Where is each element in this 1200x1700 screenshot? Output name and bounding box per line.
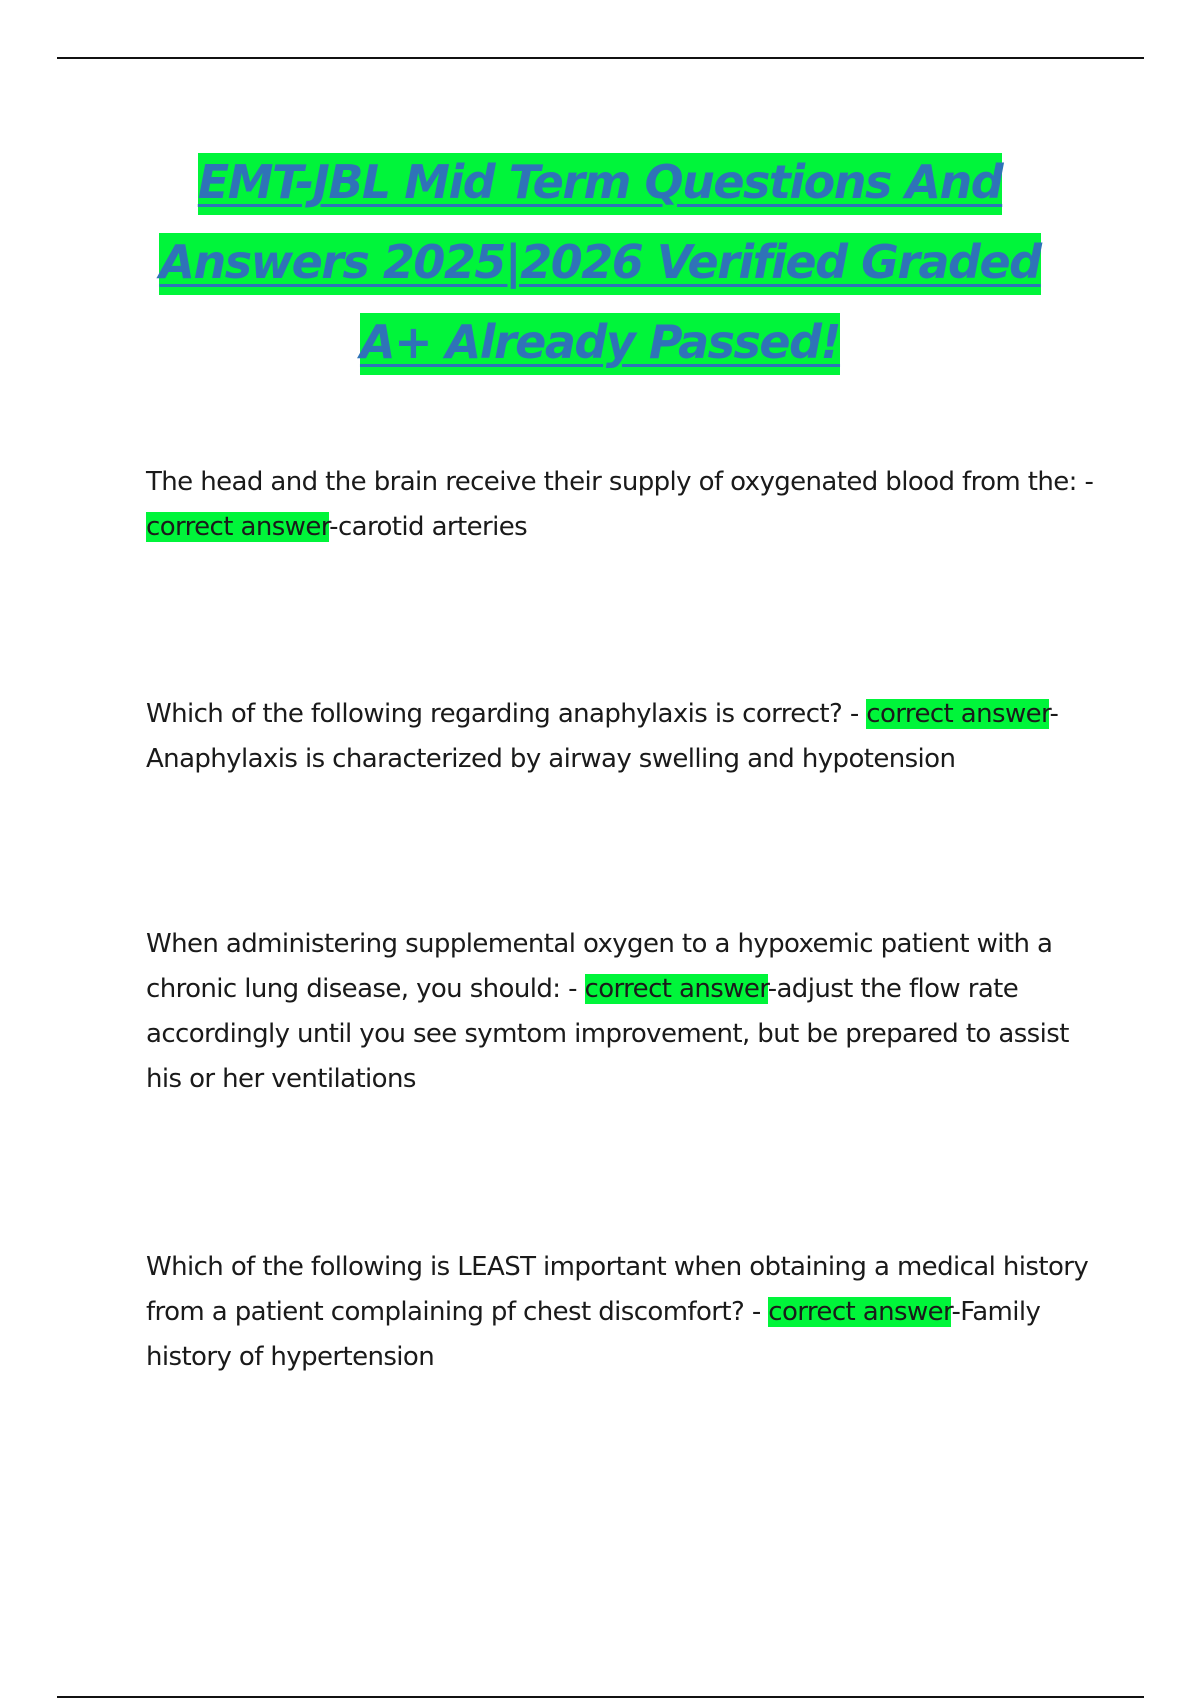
header-rule	[57, 57, 1144, 59]
question-text: Which of the following is LEAST important when obtaining a medical history from a patient complaining pf chest discomfort? -	[146, 1252, 1089, 1327]
correct-answer-marker: correct answer	[768, 1297, 952, 1327]
qa-item	[146, 460, 1096, 550]
answer-text: -carotid arteries	[329, 512, 528, 542]
question-text: Which of the following regarding anaphylaxis is correct? -	[146, 699, 867, 729]
answer-text: -adjust the flow rate accordingly until you see symtom improvement, but be prepared to assist his or her ventilations	[146, 974, 1069, 1094]
answer-text: -Anaphylaxis is characterized by airway swelling and hypotension	[146, 699, 1059, 774]
document-title-text: EMT-JBL Mid Term Questions And Answers 2025|2026 Verified Graded A+ Already Passed!	[159, 153, 1040, 375]
question-text: When administering supplemental oxygen to a hypoxemic patient with a chronic lung disease, you should: -	[146, 929, 1053, 1004]
footer-rule	[57, 1696, 1144, 1698]
correct-answer-marker: correct answer	[584, 974, 768, 1004]
document-title	[130, 142, 1070, 382]
qa-item	[146, 922, 1096, 1102]
qa-item	[146, 692, 1096, 782]
correct-answer-marker: correct answer	[866, 699, 1050, 729]
qa-item	[146, 1245, 1096, 1380]
correct-answer-marker: correct answer	[146, 512, 330, 542]
question-text: The head and the brain receive their supply of oxygenated blood from the: -	[146, 467, 1094, 497]
answer-text: -Family history of hypertension	[146, 1297, 1041, 1372]
